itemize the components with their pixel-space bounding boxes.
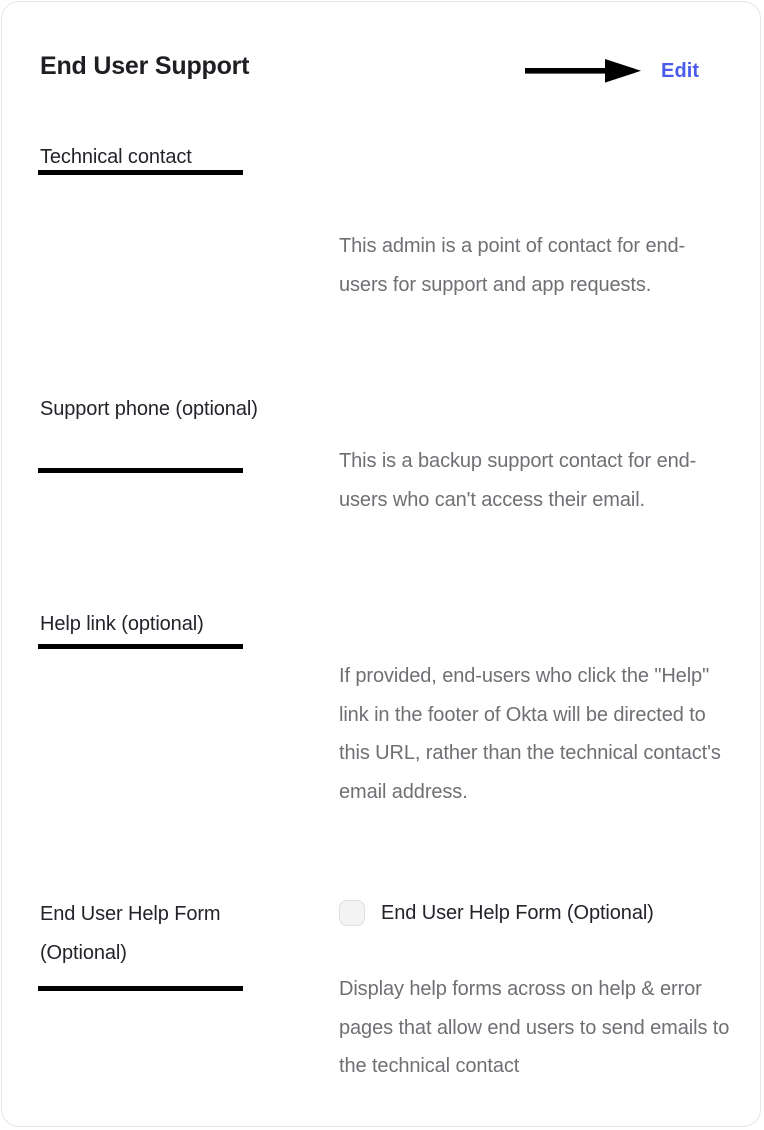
end-user-help-form-checkbox-label: End User Help Form (Optional) [381, 902, 654, 924]
page-title: End User Support [40, 52, 250, 80]
edit-button[interactable]: Edit [661, 60, 700, 82]
field-underline [38, 468, 243, 473]
field-label-support-phone: Support phone (optional) [40, 398, 258, 420]
field-underline [38, 170, 243, 175]
field-label-technical-contact: Technical contact [40, 146, 192, 168]
right-arrow-annotation-icon [525, 56, 643, 86]
field-description-help-link: If provided, end-users who click the "Help" link in the footer of Okta will be directed to this URL, rather than the technical contact's email address. [339, 665, 721, 803]
field-underline [38, 644, 243, 649]
end-user-help-form-checkbox-row[interactable] [339, 900, 654, 926]
field-description-technical-contact: This admin is a point of contact for end-users for support and app requests. [339, 235, 686, 296]
field-label-end-user-help-form: End User Help Form (Optional) [40, 903, 221, 964]
field-description-end-user-help-form: Display help forms across on help & error pages that allow end users to send emails to the technical contact [339, 978, 730, 1077]
end-user-support-card [1, 1, 761, 1127]
card-header [2, 2, 760, 120]
field-description-support-phone: This is a backup support contact for end-users who can't access their email. [339, 450, 697, 511]
field-label-help-link: Help link (optional) [40, 613, 204, 635]
field-underline [38, 986, 243, 991]
end-user-help-form-checkbox[interactable] [339, 900, 365, 926]
